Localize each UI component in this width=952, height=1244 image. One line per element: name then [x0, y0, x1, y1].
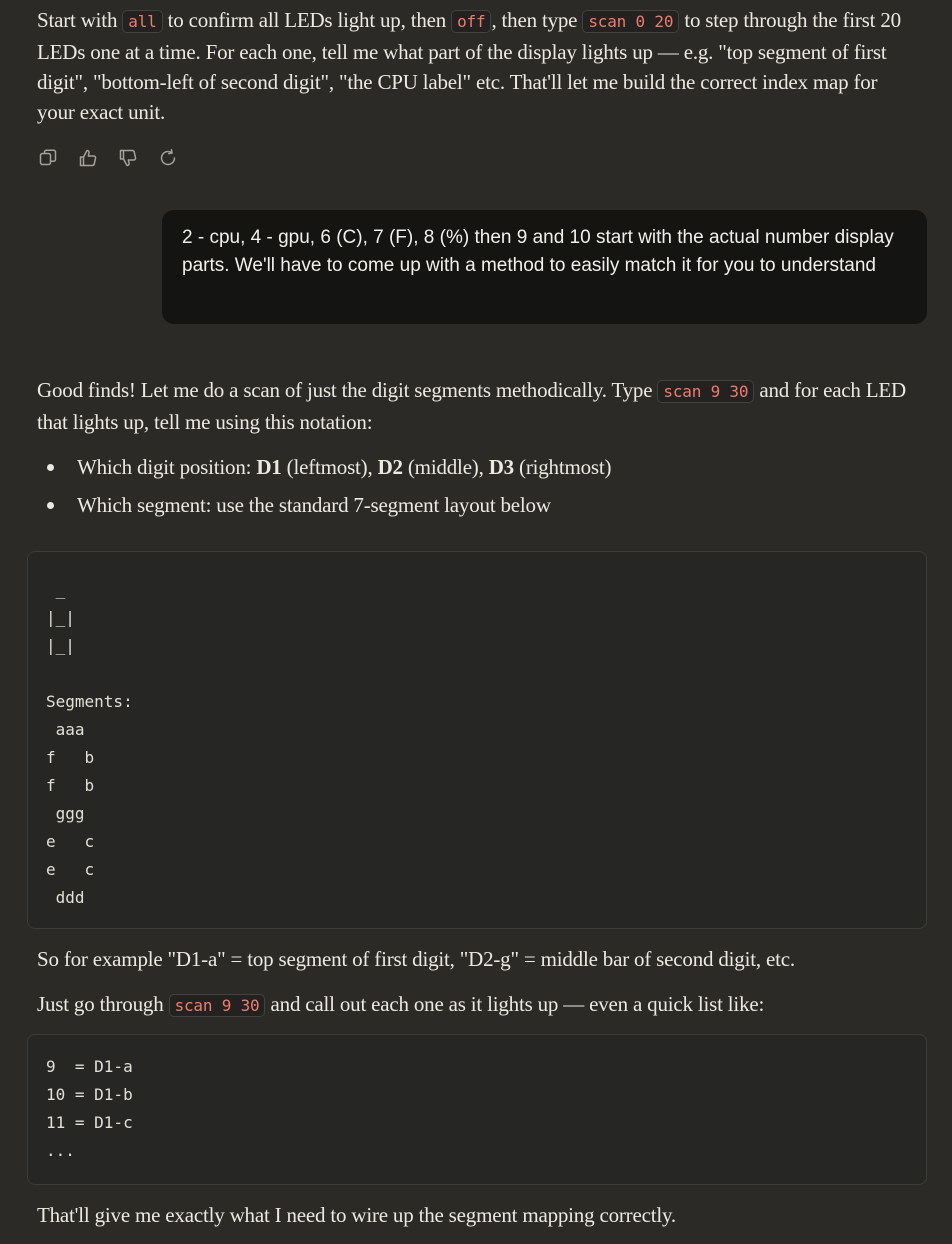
inline-code-scan-0-20: scan 0 20 — [582, 10, 679, 33]
user-message-text: 2 - cpu, 4 - gpu, 6 (C), 7 (F), 8 (%) then 9 and 10 start with the actual number display parts. We'll have to come up with a method to easily match it for you to understand — [182, 227, 894, 276]
list-item: Which segment: use the standard 7-segment layout below — [37, 490, 907, 528]
reply-p1-text-1: Good finds! Let me do a scan of just the digit segments methodically. Type — [37, 378, 658, 402]
assistant-reply-paragraph-1 — [37, 375, 907, 437]
thumbs-up-icon[interactable] — [77, 147, 99, 169]
retry-icon[interactable] — [157, 147, 179, 169]
inline-code-off: off — [451, 10, 491, 33]
reply-p1-text-2: and for each LED that lights up, tell me using this notation: — [37, 378, 907, 434]
user-message-bubble — [162, 210, 927, 324]
assistant-intro-paragraph — [37, 5, 907, 127]
copy-icon[interactable] — [37, 147, 59, 169]
reply-p3-text-2: and call out each one as it lights up — even a quick list like: — [265, 992, 765, 1016]
thumbs-down-icon[interactable] — [117, 147, 139, 169]
notation-bullet-list — [37, 452, 907, 528]
example-list-code-block[interactable] — [27, 1034, 927, 1185]
intro-text-1: Start with — [37, 8, 123, 32]
intro-text-4: to step through the first 20 LEDs one at a time. For each one, tell me what part of the display lights up — e.g. "top segment of first digit", "bottom-left of second digit", "the CPU label" etc. That'll let me build the correct index map for your exact unit. — [37, 8, 901, 124]
inline-code-scan-9-30: scan 9 30 — [657, 380, 754, 403]
intro-text-2: to confirm all LEDs light up, then — [162, 8, 452, 32]
segment-layout-code[interactable]: _ |_| |_| Segments: aaa f b f b ggg e c e c ddd — [46, 580, 133, 907]
message-action-bar — [37, 147, 179, 169]
inline-code-scan-9-30-second: scan 9 30 — [169, 994, 266, 1017]
assistant-reply-paragraph-2: So for example "D1-a" = top segment of first digit, "D2-g" = middle bar of second digit, etc. — [37, 947, 795, 971]
reply-p3-text-1: Just go through — [37, 992, 169, 1016]
example-list-code[interactable]: 9 = D1-a 10 = D1-b 11 = D1-c ... — [46, 1057, 133, 1160]
list-item: Which digit position: D1 (leftmost), D2 (middle), D3 (rightmost) — [37, 452, 907, 490]
assistant-reply-paragraph-4: That'll give me exactly what I need to wire up the segment mapping correctly. — [37, 1203, 676, 1227]
segment-layout-code-block[interactable] — [27, 551, 927, 929]
assistant-reply-paragraph-3 — [37, 989, 907, 1021]
inline-code-all: all — [122, 10, 162, 33]
intro-text-3: , then type — [491, 8, 583, 32]
